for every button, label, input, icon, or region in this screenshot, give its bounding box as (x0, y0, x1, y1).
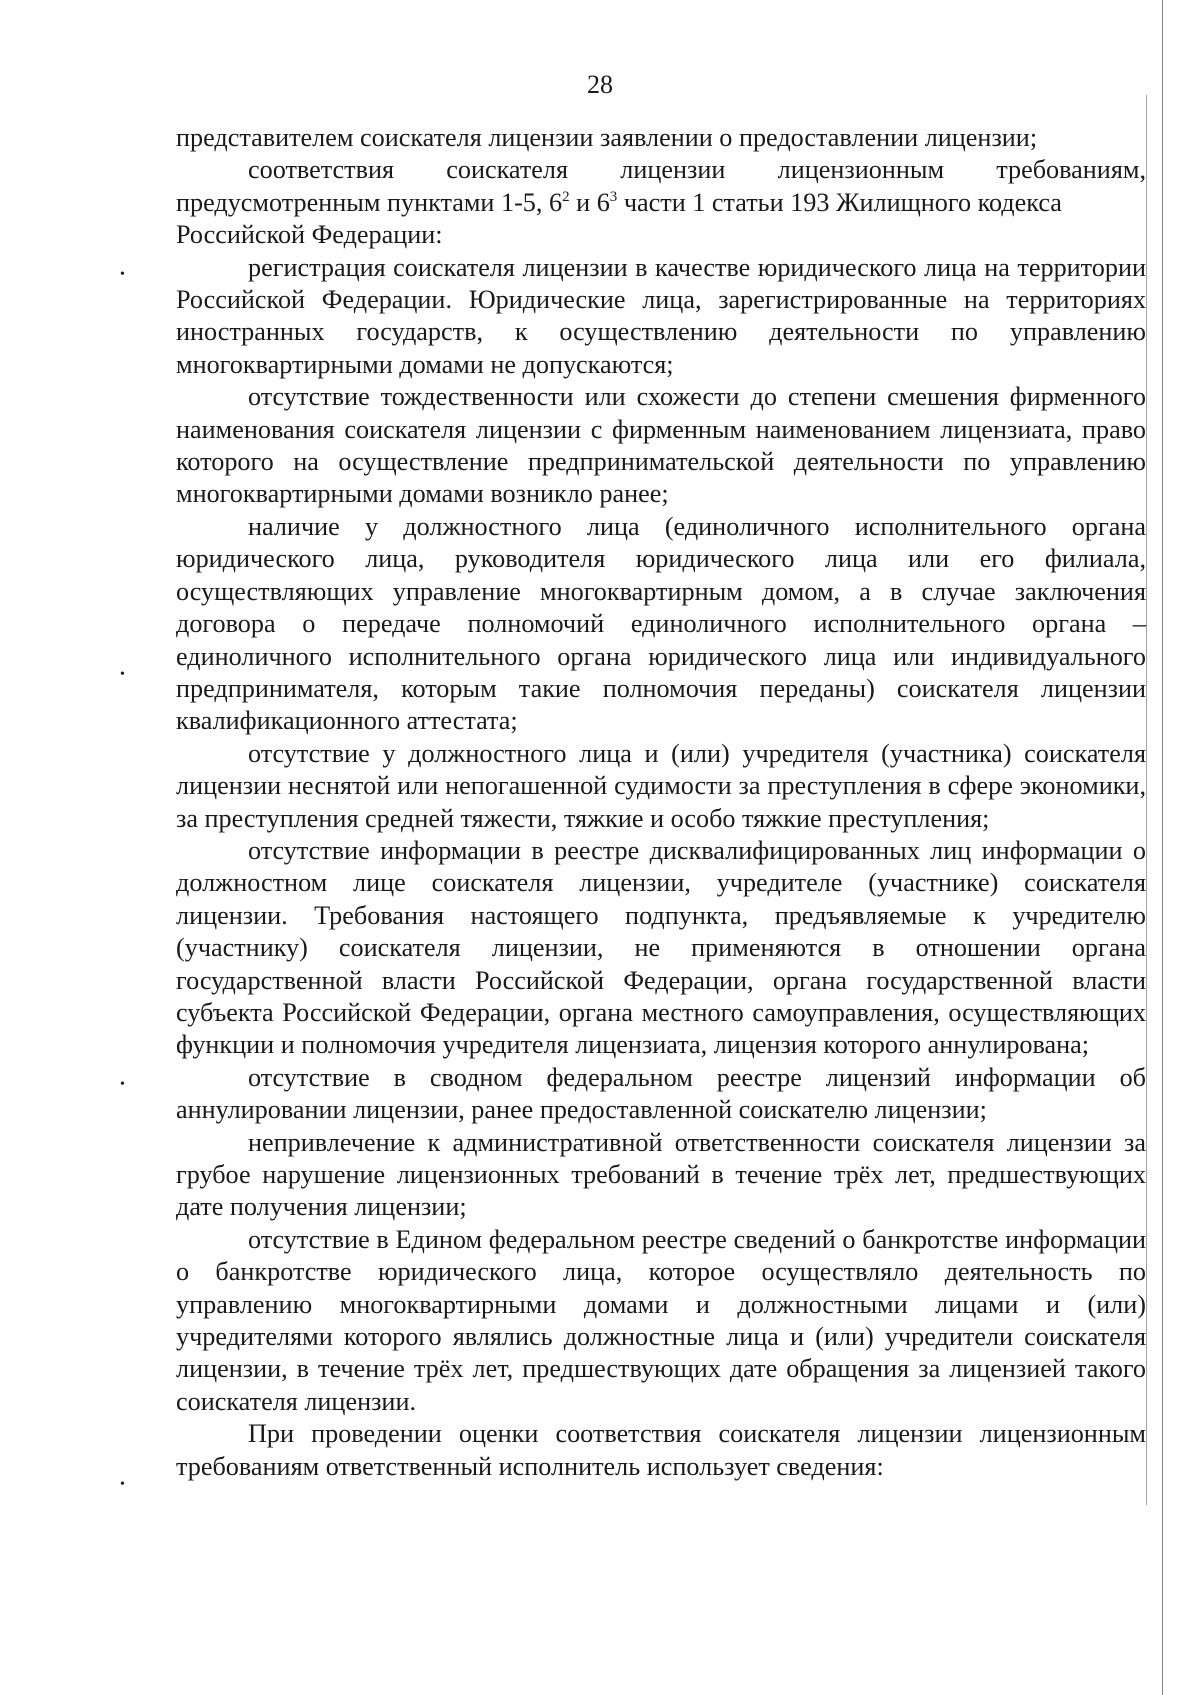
paragraph: наличие у должностного лица (единоличного исполнительного органа юридического лица, руководителя юридического лица или его филиала, осуществляющих управление многоквартирным домом, а в случае заключения договора о передаче полномочий единоличного исполнительного органа – единоличного исполнительного органа юридического лица или индивидуального предпринимателя, которым такие полномочия переданы) соискателя лицензии квалификационного аттестата; (176, 511, 1146, 736)
scan-edge-line (1162, 0, 1163, 1695)
margin-dot: • (120, 1077, 125, 1092)
paragraph (176, 154, 1146, 219)
paragraph: представителем соискателя лицензии заявлении о предоставлении лицензии; (176, 123, 1038, 152)
paragraph-text: части 1 статьи 193 Жилищного кодекса (623, 187, 1062, 217)
margin-dot: • (120, 667, 125, 682)
paragraph-text: и (576, 187, 591, 217)
paragraph: непривлечение к административной ответственности соискателя лицензии за грубое нарушение лицензионных требований в течение трёх лет, предшествующих дате получения лицензии; (176, 1127, 1146, 1222)
superscript: 3 (609, 188, 618, 205)
paragraph: отсутствие в сводном федеральном реестре лицензий информации об аннулировании лицензии, ранее предоставленной соискателю лицензии; (176, 1062, 1146, 1125)
margin-dot: • (120, 1477, 125, 1492)
paragraph: отсутствие информации в реестре дисквалифицированных лиц информации о должностном лице соискателя лицензии, учредителе (участнике) соискателя лицензии. Требования настоящего подпункта, предъявляемые к учредителю (участнику) соискателя лицензии, не применяются в отношении органа государственной власти Российской Федерации, органа государственной власти субъекта Российской Федерации, органа местного самоуправления, осуществляющих функции и полномочия учредителя лицензиата, лицензия которого аннулирована; (176, 835, 1146, 1060)
paragraph: отсутствие в Едином федеральном реестре сведений о банкротстве информации о банкротстве юридического лица, которое осуществляло деятельность по управлению многоквартирными домами и должностными лицами и (или) учредителями которого являлись должностные лица и (или) учредители соискателя лицензии, в течение трёх лет, предшествующих дате обращения за лицензией такого соискателя лицензии. (176, 1224, 1146, 1416)
paragraph: регистрация соискателя лицензии в качестве юридического лица на территории Российской Федерации. Юридические лица, зарегистрированные на территориях иностранных государств, к осуществлению деятельности по управлению многоквартирными домами не допускаются; (176, 252, 1146, 379)
margin-dot: • (120, 267, 125, 282)
document-body (176, 122, 1146, 1483)
scan-edge-line-inner (1146, 95, 1147, 1505)
paragraph: отсутствие тождественности или схожести до степени смешения фирменного наименования соискателя лицензии с фирменным наименованием лицензиата, право которого на осуществление предпринимательской деятельности по управлению многоквартирными домами возникло ранее; (176, 382, 1146, 509)
paragraph-text: 6 (549, 187, 563, 217)
paragraph-text: 6 (596, 187, 610, 217)
superscript: 2 (562, 188, 570, 205)
paragraph: Российской Федерации: (176, 220, 443, 250)
page-number: 28 (587, 70, 613, 99)
paragraph-text: соответствия соискателя лицензии лицензионным требованиям, предусмотренным пунктами 1-5, (176, 155, 1146, 217)
paragraph: При проведении оценки соответствия соискателя лицензии лицензионным требованиям ответственный исполнитель использует сведения: (176, 1419, 1146, 1481)
paragraph: отсутствие у должностного лица и (или) учредителя (участника) соискателя лицензии неснятой или непогашенной судимости за преступления в сфере экономики, за преступления средней тяжести, тяжкие и особо тяжкие преступления; (176, 738, 1146, 833)
